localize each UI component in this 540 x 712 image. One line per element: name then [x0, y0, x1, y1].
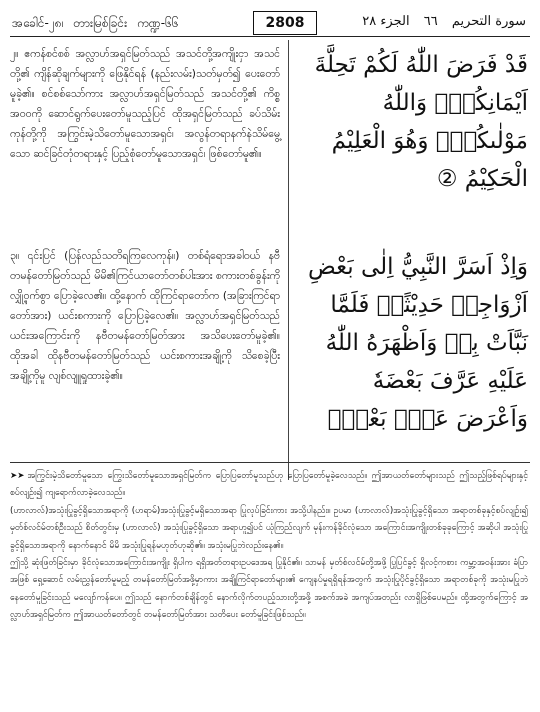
arrow-icon: ➤➤ — [10, 471, 25, 481]
footnote-para-3: ဤသို့ ဆုံးဖြတ်ခြင်းမှာ ခိုင်လုံသောအကြောင်းအကျိုး ရှိပါက ရရှိအတ်တရားဥပဒေအရ ပြုနိုင်၏။ သာမန် မှတ်စ်လင်မ်တို့အဖို့ ပြုပြင်ခွင့် ရှိလင့်ကစား ကမ္ဘာ့အဝန်းအား ခံပြာအဖြစ် ရှေ့ဆောင် လမ်းညွှန်တော်မူမည့် တမန်တော်မြတ်အဖို့မှာကား အချို့ကြင်ရာတော်များ၏ ကျေနပ်မှုရရှိရန်အတွက် အသုံးပြုပိုင်ခွင့်ရှိသော အရာတစ်ခုကို အသုံးမပြုဘဲနေတော်မူခြင်းသည် မလျော်ကန်ပေ။ ဤသည် နောက်တစ်ချိန်တွင် နောက်လိုက်တပည့်သားတို့အဖို့ အစက်အခဲ အကျပ်အတည်း လာရှိဖြစ်ပေမည်။ ထို့အတွက်ကြောင့် အလ္လာဟ်အရှင်မြတ်က ဤအာယတ်တော်တွင် တမန်တော်မြတ်အား သတိပေး တော်မူခြင်းဖြစ်သည်။ — [10, 558, 528, 621]
surah-name-ar: سورة التحريم — [451, 14, 526, 29]
footnote-divider — [10, 462, 530, 463]
header-left — [12, 15, 185, 33]
ayah-range-mm: ကဏ္ဍ-၆၆ — [136, 16, 179, 30]
chapter-label: အခေါင်-၂၈၊ — [12, 16, 64, 30]
surah-number-ar: ٦٦ — [423, 14, 438, 29]
verse-3-arabic: وَاِذْ اَسَرَّ النَّبِيُّ اِلٰى بَعْضِ اَزْوَاجِهٖ حَدِيْثًاۚ فَلَمَّا نَبَّاَتْ بِهٖ وَاَظْهَرَهُ اللّٰهُ عَلَيْهِ عَرَّفَ بَعْضَهٗ وَاَعْرَضَ عَنْۢ بَعْضٍۚ — [307, 254, 528, 432]
footnote-text-1: အကြွင်းမဲ့သိတော်မူသော ကြွေးသိတော်မူသောအရှင်မြတ်က ပြောပြတော်မူသည်ဟု ပြောပြတော်မူခဲ့လေသည်။ ဤအာယတ်တော်များသည် ဤသည့်ဖြစ်ရပ်များနှင့်စပ်လျဉ်း၍ ကျရောက်လာခဲ့လေသည်။ — [10, 471, 528, 499]
page-number: 2808 — [253, 11, 317, 35]
column-divider — [288, 40, 289, 480]
footnote-para-1 — [10, 468, 528, 503]
verse-2-translation: ၂။ ဧကန်စင်စစ် အလ္လာဟ်အရှင်မြတ်သည် အသင်တို့အကျိုးငှာ အသင်တို့၏ ကျိန်ဆိုချက်များကို ဖြေနိုင်ရန် (နည်းလမ်း)သတ်မှတ်၍ ပေးတော်မူခဲ့၏။ စင်စစ်သော်ကား အလ္လာဟ်အရှင်မြတ်သည် အသင်တို့၏ ကိစ္စအဝဝကို ဆောင်ရွက်ပေးတော်မူသည့်ပြင် ထိုအရှင်မြတ်သည် ခပ်သိမ်းကုန်တို့ကို အကြွင်းမဲ့သိတော်မူသောအရှင်၊ အလွန်တရာနက်နဲသိမ်မွေ့သော ဆင်ခြင်တုံတရားနှင့် ပြည့်စုံတော်မူသောအရှင်၊ ဖြစ်တော်မူ၏။ — [10, 48, 280, 160]
page-header — [10, 10, 530, 37]
verse-3-translation: ၃။ ၎င်းပြင် (ပြန်လည်သတိရကြလေကုန်။) တစ်ရံရောအခါဝယ် နဗီတမန်တော်မြတ်သည် မိမိ၏ကြင်ယာတော်တစ်ပါးအား စကားတစ်ခွန်းကို လျှို့ဝှက်စွာ ပြောခဲ့လေ၏။ ထို့နောက် ထိုကြင်ရာတော်က (အခြားကြင်ရာတော်အား) ယင်းစကားကို ပြောပြခဲ့လေ၏။ အလ္လာဟ်အရှင်မြတ်သည် ယင်းအကြောင်းကို နဗီတမန်တော်မြတ်အား အသိပေးတော်မူခဲ့၏။ ထိုအခါ ထိုနဗီတမန်တော်မြတ်သည် ယင်းစကားအချို့ကို သိစေခဲ့ပြီး အချို့ကိုမူ လျစ်လျူရှုထားခဲ့၏။ — [10, 250, 281, 382]
juz-label: الجزء ٢٨ — [362, 14, 410, 29]
page — [10, 10, 530, 702]
surah-name-mm: တားမြစ်ခြင်း — [73, 16, 128, 30]
verse-2-arabic: قَدْ فَرَضَ اللّٰهُ لَكُمْ تَحِلَّةَ اَيْمَانِكُمْۚ وَاللّٰهُ مَوْلٰىكُمْۚ وَهُوَ الْعَلِيْمُ الْحَكِيْمُ ② — [314, 52, 528, 192]
footnote — [10, 468, 528, 625]
header-right — [352, 14, 526, 29]
footnote-para-2: (ဟာလာလ်)အသုံးပြုခွင့်ရှိသောအရာကို (ဟရာမ်)အသုံးပြုခွင့်မရှိသောအရာ ပြုလုပ်ခြင်းကား အသို့ပါနည်း။ ဥပမာ (ဟာလာလ်)အသုံးပြုခွင့်ရှိသော အရာတစ်ခုနှင့်စပ်လျဉ်း၍ မှတ်စ်လင်မ်တစ်ဦးသည် စိတ်တွင်းမှ (ဟာလာလ်) အသုံးပြုခွင့်ရှိသော အရာဟူ၍ပင် ယုံကြည်လျက် မုန်းကန်ခိုင်လုံသော အကြောင်းအကျိုးတစ်ခုခုကြောင့် အဆိုပါ အသုံးပြုခွင့်ရှိသောအရာကို နောက်နောင် မိမိ အသုံးပြုရန်မဟုတ်ဟုဆို၏။ အသုံးမပြုဘဲလည်းနေ၏။ — [10, 505, 528, 551]
